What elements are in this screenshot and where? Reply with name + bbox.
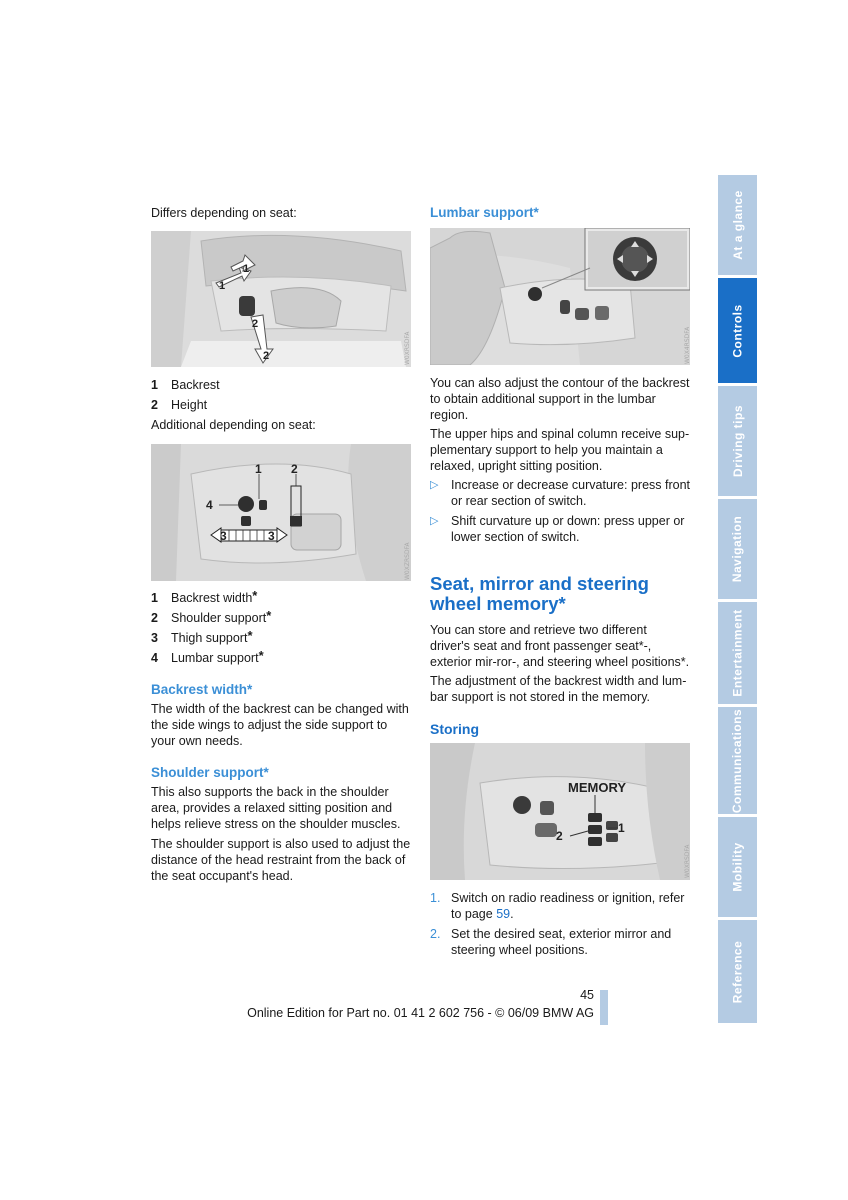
page-number: 45	[580, 988, 594, 1002]
page-marker-bar	[600, 990, 608, 1025]
figure-seat-backrest-height	[151, 231, 411, 367]
tab-at-a-glance[interactable]: At a glance	[718, 175, 757, 275]
backrest-width-text: The width of the backrest can be changed with the side wings to adjust the side support to your own needs.	[151, 702, 409, 748]
fig2-label-4: 4	[206, 498, 213, 512]
figure-memory-buttons	[430, 743, 690, 880]
tab-communications[interactable]: Communications	[718, 707, 757, 814]
list-item: 2. Set the desired seat, exterior mirror and steering wheel positions.	[430, 927, 672, 957]
tab-driving-tips[interactable]: Driving tips	[718, 386, 757, 496]
heading-backrest-width: Backrest width*	[151, 682, 253, 697]
figure-seat-controls	[151, 444, 411, 581]
tab-entertainment[interactable]: Entertainment	[718, 602, 757, 704]
fig4-label-2: 2	[556, 829, 563, 843]
lumbar-text-2: The upper hips and spinal column receive sup-plementary support to help you maintain a relaxed, upright sitting position.	[430, 427, 690, 473]
tab-navigation[interactable]: Navigation	[718, 499, 757, 599]
list-item: 2 Shoulder support *	[151, 608, 272, 625]
triangle-bullet-icon: ▷	[430, 479, 439, 491]
fig2-label-2: 2	[291, 462, 298, 476]
storing-steps	[430, 890, 690, 962]
additional-text: Additional depending on seat:	[151, 418, 316, 432]
heading-lumbar-support: Lumbar support*	[430, 205, 539, 220]
heading-memory: Seat, mirror and steering wheel memory*	[430, 573, 649, 614]
list-item: 1 Backrest width *	[151, 588, 258, 605]
list-item: ▷ Shift curvature up or down: press upper or lower section of switch.	[430, 514, 685, 544]
memory-text-2: The adjustment of the backrest width and lum-bar support is not stored in the memory.	[430, 674, 687, 704]
heading-shoulder-support: Shoulder support*	[151, 765, 269, 780]
tab-controls[interactable]: Controls	[718, 278, 757, 383]
fig2-label-3a: 3	[220, 529, 227, 543]
figure-code-4: W0XRSDFA	[684, 844, 691, 878]
list-item: 1 Backrest	[151, 378, 220, 392]
heading-storing: Storing	[430, 721, 479, 737]
triangle-bullet-icon: ▷	[430, 515, 439, 527]
figure-code-2: W0XZRSDFA	[404, 542, 411, 580]
side-tabs	[718, 175, 757, 1026]
fig4-label-1: 1	[618, 821, 625, 835]
page-link[interactable]: 59	[496, 907, 511, 921]
list-backrest-height	[151, 377, 411, 417]
tab-mobility[interactable]: Mobility	[718, 817, 757, 917]
fig2-label-1: 1	[255, 462, 262, 476]
figure-lumbar-switch	[430, 228, 690, 365]
figure-code-3: W0X4RSDFA	[684, 326, 691, 364]
figure-code-1: W0XRSDFA	[404, 331, 411, 365]
fig2-label-3b: 3	[268, 529, 275, 543]
footer-text: Online Edition for Part no. 01 41 2 602 756 - © 06/09 BMW AG	[247, 1006, 594, 1020]
list-item: 2 Height	[151, 398, 208, 412]
fig1-label-1a: 1	[219, 280, 226, 292]
fig1-label-1b: 1	[243, 263, 250, 275]
tab-reference[interactable]: Reference	[718, 920, 757, 1023]
fig1-label-2a: 2	[252, 318, 259, 330]
fig4-label-memory: MEMORY	[568, 780, 627, 795]
intro-text: Differs depending on seat:	[151, 206, 297, 220]
list-item: 1. Switch on radio readiness or ignition, refer to page 59.	[430, 891, 685, 921]
list-item: 3 Thigh support *	[151, 628, 253, 645]
memory-text-1: You can store and retrieve two different driver's seat and front passenger seat*-, exterior mir-ror-, and steering wheel positions*.	[430, 623, 690, 669]
list-item: ▷ Increase or decrease curvature: press front or rear section of switch.	[430, 478, 691, 508]
fig1-label-2b: 2	[263, 350, 270, 362]
shoulder-support-text-1: This also supports the back in the shoulder area, provides a relaxed sitting position and helps relieve stress on the shoulder muscles.	[151, 785, 401, 831]
lumbar-text-1: You can also adjust the contour of the backrest to obtain additional support in the lumbar region.	[430, 376, 690, 422]
list-seat-options	[151, 590, 411, 670]
list-item: 4 Lumbar support *	[151, 648, 264, 665]
shoulder-support-text-2: The shoulder support is also used to adjust the distance of the head restraint from the back of the seat occupant's head.	[151, 837, 411, 883]
lumbar-bullets	[430, 477, 690, 549]
